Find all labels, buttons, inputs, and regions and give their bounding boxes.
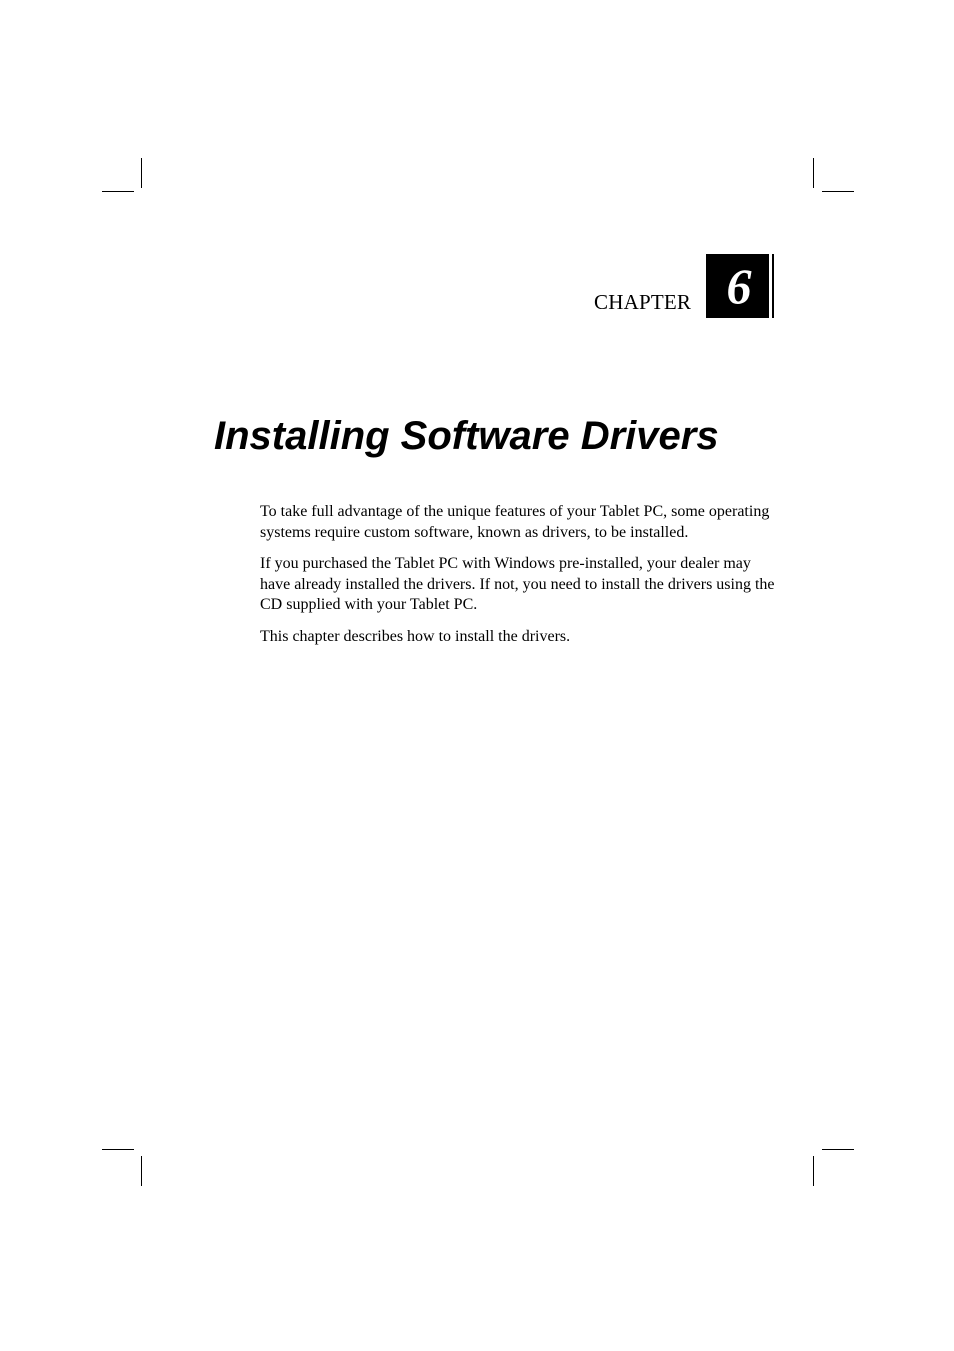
paragraph: To take full advantage of the unique features of your Tablet PC, some operating systems require custom software, known as drivers, to be installed. [260,503,770,541]
crop-mark-top-right-horizontal [822,191,854,192]
crop-mark-bottom-left-vertical [141,1156,142,1186]
crop-mark-top-right-vertical [813,158,814,188]
chapter-number: 6 [726,258,752,314]
crop-mark-top-left-vertical [141,158,142,188]
crop-mark-bottom-right-vertical [813,1156,814,1186]
chapter-label: CHAPTER [594,290,692,314]
paragraph: If you purchased the Tablet PC with Windows pre-installed, your dealer may have already installed the drivers. If not, you need to install the drivers using the CD supplied with your Tablet PC. [260,555,775,613]
body-text [260,502,780,658]
paragraph: This chapter describes how to install the drivers. [260,627,571,645]
crop-mark-bottom-right-horizontal [822,1149,854,1150]
crop-mark-top-left-horizontal [102,191,134,192]
page-title: Installing Software Drivers [214,414,719,458]
chapter-number-box [706,254,774,318]
crop-mark-bottom-left-horizontal [102,1149,134,1150]
